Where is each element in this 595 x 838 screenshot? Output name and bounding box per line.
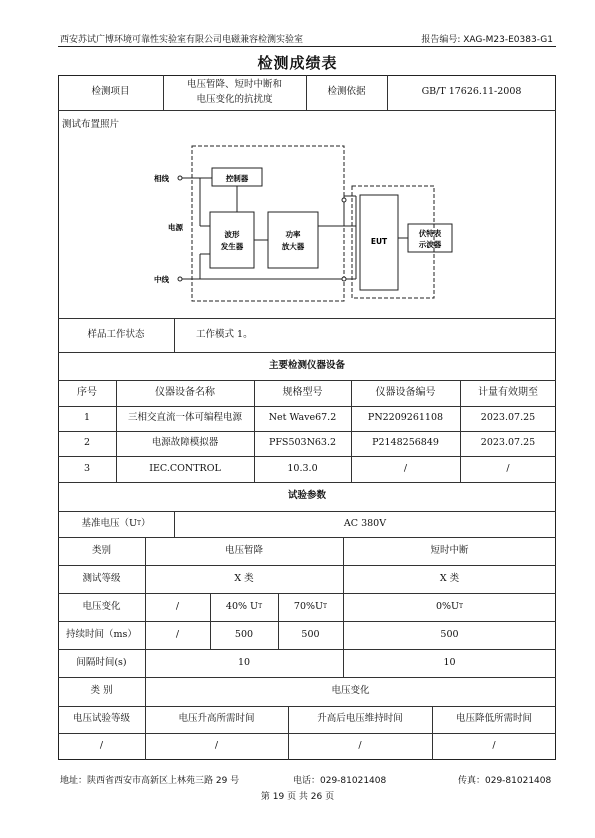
waveform-gen-text-1: 波形 — [224, 230, 240, 239]
table-cell: 70%U T — [293, 600, 328, 612]
table-cell: 电源故障模拟器 — [151, 437, 219, 449]
sample-state-value: 工作模式 1。 — [196, 328, 253, 340]
ref-voltage-value: AC 380V — [343, 517, 387, 529]
interval-dip: 10 — [237, 656, 251, 668]
category-label: 类别 — [91, 544, 111, 556]
dip-level: X 类 — [234, 572, 254, 584]
table-cell: / — [175, 600, 180, 612]
equipment-title: 主要检测仪器设备 — [268, 359, 345, 371]
dip-label: 电压暂降 — [224, 544, 263, 556]
footer-phone: 电话：029-81021408 — [293, 776, 387, 786]
table-cell: / — [214, 740, 219, 752]
vc-rise-label: 电压升高所需时间 — [178, 713, 255, 725]
ref-voltage-label: 基准电压（U T ） — [81, 517, 151, 529]
neutral-terminal — [178, 277, 182, 281]
table-cell: IEC.CONTROL — [149, 462, 221, 474]
table-cell: 10.3.0 — [287, 462, 318, 474]
table-cell: / — [99, 740, 104, 752]
equipment-header: 计量有效期至 — [478, 387, 538, 399]
table-cell: 0%U T — [435, 600, 464, 612]
test-setup-diagram — [140, 140, 480, 310]
controller-text: 控制器 — [225, 174, 249, 183]
live-text: 相线 — [154, 174, 169, 183]
waveform-generator-box — [210, 212, 254, 268]
interrupt-label: 短时中断 — [430, 544, 469, 556]
sample-state-label: 样品工作状态 — [87, 328, 145, 340]
basis-value: GB/T 17626.11-2008 — [421, 86, 522, 98]
table-cell: / — [358, 740, 362, 752]
table-cell: 2023.07.25 — [480, 412, 536, 424]
live-terminal — [178, 176, 182, 180]
col-divider — [174, 318, 175, 352]
page-title: 检测成绩表 — [257, 54, 338, 72]
item-value-line1: 电压暂降、短时中断和 — [186, 78, 282, 90]
params-title: 试验参数 — [287, 490, 326, 502]
table-cell: 3 — [83, 462, 91, 474]
header-divider — [58, 46, 556, 47]
table-cell: PN2209261108 — [367, 412, 444, 424]
equipment-header: 序号 — [77, 387, 97, 399]
neutral-text: 中线 — [154, 275, 169, 284]
vc-fall-label: 电压降低所需时间 — [455, 713, 532, 725]
item-label: 检测项目 — [91, 86, 130, 98]
eut-text: EUT — [370, 237, 388, 246]
level-label: 测试等级 — [82, 572, 121, 584]
table-cell: 500 — [301, 628, 320, 640]
duration-label: 持续时间（ms） — [66, 628, 137, 640]
power-amplifier-box — [268, 212, 318, 268]
footer-fax: 传真：029-81021408 — [458, 776, 552, 786]
layout-photo-label: 测试布置照片 — [62, 118, 120, 130]
equipment-header: 规格型号 — [282, 387, 323, 399]
interval-interrupt: 10 — [443, 656, 456, 668]
table-cell: 2 — [83, 437, 91, 449]
equipment-header: 仪器设备名称 — [155, 387, 215, 399]
waveform-gen-text-2: 发生器 — [220, 242, 244, 251]
scope-text-1: 伏特表 — [418, 229, 442, 238]
power-text: 电源 — [168, 223, 183, 232]
footer-address: 地址：陕西省西安市高新区上林苑三路 29 号 — [60, 776, 240, 786]
table-cell: 40% U T — [225, 600, 263, 612]
table-cell: PFS503N63.2 — [268, 437, 337, 449]
interrupt-level: X 类 — [439, 572, 460, 584]
item-value-line2: 电压变化的抗扰度 — [196, 93, 273, 105]
table-cell: / — [175, 628, 180, 640]
voltage-change-label: 电压变化 — [331, 685, 370, 697]
change-label: 电压变化 — [82, 600, 121, 612]
power-amp-text-2: 放大器 — [281, 242, 305, 251]
table-cell: / — [492, 740, 496, 752]
table-cell: 500 — [440, 628, 459, 640]
table-cell: P2148256849 — [372, 437, 439, 449]
table-cell: 500 — [234, 628, 254, 640]
table-cell: / — [506, 462, 510, 474]
category2-label: 类 别 — [90, 685, 113, 697]
equipment-header: 仪器设备编号 — [375, 387, 436, 399]
table-cell: Net Wave67.2 — [268, 412, 337, 424]
table-cell: 三相交直流一体可编程电源 — [127, 412, 242, 424]
report-number: 报告编号: XAG-M23-E0383-G1 — [421, 35, 553, 45]
basis-label: 检测依据 — [327, 86, 366, 98]
scope-text-2: 示波器 — [418, 240, 442, 249]
table-cell: 2023.07.25 — [480, 437, 536, 449]
row-divider — [58, 110, 556, 111]
vc-level-label: 电压试验等级 — [72, 713, 130, 725]
interval-label: 间隔时间(s) — [76, 656, 127, 668]
lab-name: 西安苏试广博环境可靠性实验室有限公司电磁兼容检测实验室 — [60, 35, 304, 45]
vc-hold-label: 升高后电压维持时间 — [317, 713, 403, 725]
power-amp-text-1: 功率 — [285, 230, 301, 239]
table-cell: / — [403, 462, 408, 474]
table-cell: 1 — [83, 412, 91, 424]
page-number: 第 19 页 共 26 页 — [260, 792, 335, 802]
